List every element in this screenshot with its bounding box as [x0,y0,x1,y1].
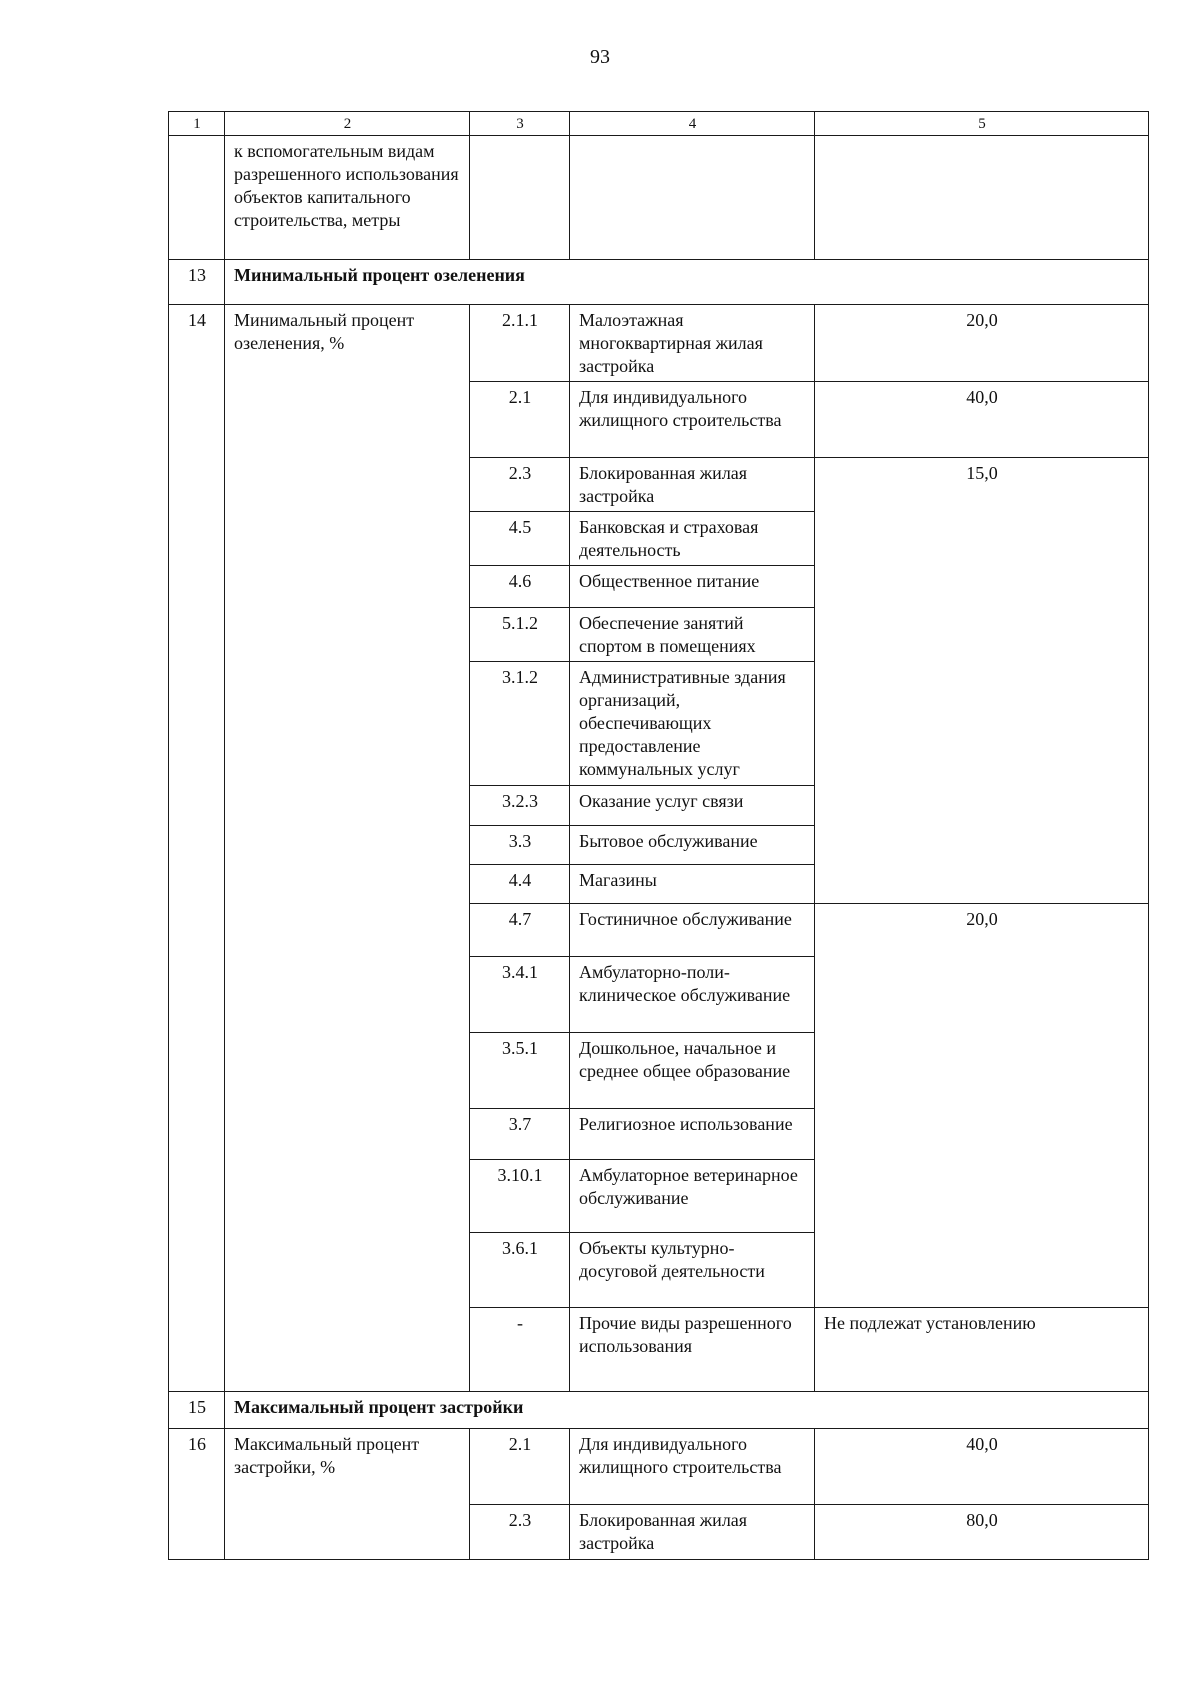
item-name: Банковская и страховая деятельность [570,512,815,566]
item-value: 15,0 [815,458,1149,904]
item-code: 2.1.1 [470,305,570,382]
row-16-num: 16 [169,1429,225,1560]
continuation-text: к вспомогательным видам разрешенного использования объектов капитального строительства, метры [225,136,470,260]
item-code: - [470,1308,570,1392]
item-name: Объекты культурно-досуговой деятельности [570,1233,815,1308]
header-col-5: 5 [815,112,1149,136]
header-col-2: 2 [225,112,470,136]
item-name: Амбулаторное ветеринарное обслуживание [570,1160,815,1233]
page-number: 93 [590,46,610,68]
table-row [169,305,1149,382]
item-value: 20,0 [815,904,1149,1308]
item-value: 40,0 [815,382,1149,458]
item-code: 3.4.1 [470,957,570,1033]
header-col-4: 4 [570,112,815,136]
item-code: 3.5.1 [470,1033,570,1109]
item-code: 3.6.1 [470,1233,570,1308]
continuation-value [815,136,1149,260]
item-name: Блокированная жилая застройка [570,1505,815,1560]
item-value: Не подлежат установлению [815,1308,1149,1392]
item-code: 2.1 [470,1429,570,1505]
table-row [169,1429,1149,1505]
item-name: Для индивидуального жилищного строительства [570,382,815,458]
item-name: Бытовое обслуживание [570,826,815,865]
row-14-label: Минимальный процент озеленения, % [225,305,470,1392]
item-value: 20,0 [815,305,1149,382]
item-name: Для индивидуального жилищного строительства [570,1429,815,1505]
item-code: 3.7 [470,1109,570,1160]
item-code: 4.5 [470,512,570,566]
item-code: 5.1.2 [470,608,570,662]
header-col-1: 1 [169,112,225,136]
section-15-row [169,1392,1149,1429]
item-name: Оказание услуг связи [570,786,815,826]
continuation-code [470,136,570,260]
continuation-type [570,136,815,260]
item-name: Административные здания организаций, обеспечивающих предоставление коммунальных услуг [570,662,815,786]
item-code: 3.2.3 [470,786,570,826]
item-name: Обеспечение занятий спортом в помещениях [570,608,815,662]
continuation-num [169,136,225,260]
item-code: 3.10.1 [470,1160,570,1233]
regulations-table [168,111,1149,1560]
header-col-3: 3 [470,112,570,136]
item-value: 80,0 [815,1505,1149,1560]
item-name: Религиозное использование [570,1109,815,1160]
item-code: 2.1 [470,382,570,458]
item-name: Амбулаторно-поли-клиническое обслуживание [570,957,815,1033]
item-code: 2.3 [470,1505,570,1560]
row-14-num: 14 [169,305,225,1392]
row-16-label: Максимальный процент застройки, % [225,1429,470,1560]
section-15-num: 15 [169,1392,225,1429]
item-name: Блокированная жилая застройка [570,458,815,512]
item-code: 4.6 [470,566,570,608]
item-code: 3.3 [470,826,570,865]
header-row [169,112,1149,136]
item-name: Общественное питание [570,566,815,608]
section-13-row [169,260,1149,305]
item-code: 4.7 [470,904,570,957]
item-code: 4.4 [470,865,570,904]
continuation-row [169,136,1149,260]
item-code: 2.3 [470,458,570,512]
section-13-num: 13 [169,260,225,305]
item-name: Малоэтажная многоквартирная жилая застройка [570,305,815,382]
item-name: Дошкольное, начальное и среднее общее образование [570,1033,815,1109]
section-13-title: Минимальный процент озеленения [225,260,1149,305]
section-15-title: Максимальный процент застройки [225,1392,1149,1429]
item-name: Магазины [570,865,815,904]
item-name: Прочие виды разрешенного использования [570,1308,815,1392]
item-name: Гостиничное обслуживание [570,904,815,957]
item-code: 3.1.2 [470,662,570,786]
item-value: 40,0 [815,1429,1149,1505]
